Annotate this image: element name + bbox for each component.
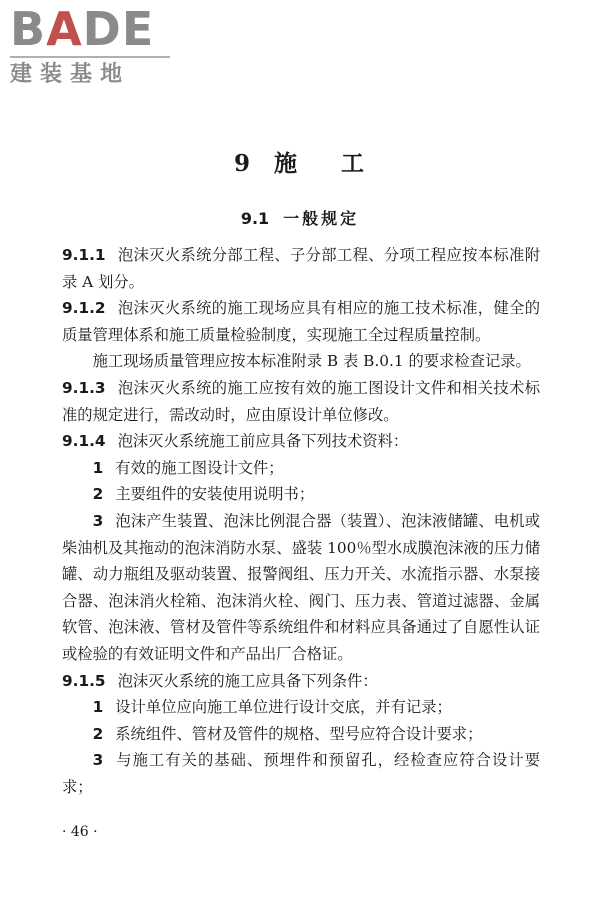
list-item: 2 系统组件、管材及管件的规格、型号应符合设计要求； [92,724,483,743]
page-body [62,242,540,800]
clause-9-1-2-note: 施工现场质量管理应按本标准附录 B 表 B.0.1 的要求检查记录。 [92,352,531,371]
logo-rule [10,56,170,58]
logo-chinese-name: 建装基地 [10,62,131,87]
list-item: 1 设计单位应向施工单位进行设计交底，并有记录； [92,698,452,717]
bade-logo [10,2,180,88]
list-item: 3 泡沫产生装置、泡沫比例混合器（装置）、泡沫液储罐、电机或柴油机及其拖动的泡沫消防水泵、盛装 100％型水成膜泡沫液的压力储罐、动力瓶组及驱动装置、报警阀组、压力开关、水流指示器、水泵接合器、泡沫消火栓箱、泡沫消火栓、阀门、压力表、管道过滤器、金属软管、泡沫液、管材及管件等系统组件和材料应具备通过了自愿性认证或检验的有效证明文件和产品出厂合格证。 [62,511,540,663]
section-title [0,206,600,229]
list-item: 3 与施工有关的基础、预埋件和预留孔，经检查应符合设计要求； [62,751,540,796]
page-number: · 46 · [62,824,98,840]
clause-9-1-3: 9.1.3 泡沫灭火系统的施工应按有效的施工图设计文件和相关技术标准的规定进行，需改动时，应由原设计单位修改。 [62,378,540,424]
logo-wordmark: BADE [10,2,155,56]
clause-9-1-2: 9.1.2 泡沫灭火系统的施工现场应具有相应的施工技术标准，健全的质量管理体系和施工质量检验制度，实现施工全过程质量控制。 [62,299,540,344]
clause-9-1-5: 9.1.5 泡沫灭火系统的施工应具备下列条件： [62,671,378,690]
chapter-title-char-1: 施 [274,150,299,177]
section-number: 9.1 [240,209,270,228]
clause-9-1-1: 9.1.1 泡沫灭火系统分部工程、子分部工程、分项工程应按本标准附录 A 划分。 [62,246,540,291]
list-item: 1 有效的施工图设计文件； [92,458,284,477]
section-heading: 一般规定 [283,209,360,228]
list-item: 2 主要组件的安装使用说明书； [92,485,315,504]
clause-9-1-4: 9.1.4 泡沫灭火系统施工前应具备下列技术资料： [62,432,409,451]
logo-accent-letter: A [46,2,83,56]
chapter-title-char-2: 工 [341,150,366,177]
chapter-number: 9 [233,150,252,177]
chapter-title [0,145,600,178]
